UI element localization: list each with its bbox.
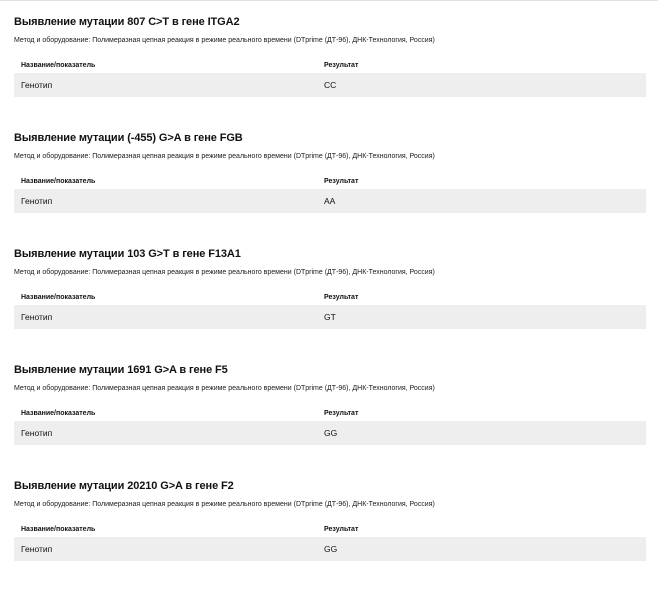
row-name: Генотип (21, 428, 53, 438)
section-title: Выявление мутации (-455) G>A в гене FGB (14, 132, 243, 144)
section-title: Выявление мутации 1691 G>A в гене F5 (14, 364, 228, 376)
row-name: Генотип (21, 544, 53, 554)
method-description: Метод и оборудование: Полимеразная цепная реакция в режиме реального времени (DTprime (ДТ-96), ДНК-Технология, Россия) (14, 385, 435, 392)
row-result: GT (324, 312, 336, 322)
header-result: Результат (324, 62, 359, 69)
method-description: Метод и оборудование: Полимеразная цепная реакция в режиме реального времени (DTprime (ДТ-96), ДНК-Технология, Россия) (14, 153, 435, 160)
header-name: Название/показатель (21, 526, 96, 533)
method-description: Метод и оборудование: Полимеразная цепная реакция в режиме реального времени (DTprime (ДТ-96), ДНК-Технология, Россия) (14, 37, 435, 44)
method-description: Метод и оборудование: Полимеразная цепная реакция в режиме реального времени (DTprime (ДТ-96), ДНК-Технология, Россия) (14, 269, 435, 276)
row-result: AA (324, 196, 336, 206)
result-table (14, 174, 646, 213)
result-section-fgb (14, 124, 646, 240)
table-row (14, 421, 646, 445)
results-list (14, 8, 646, 588)
table-row (14, 73, 646, 97)
method-description: Метод и оборудование: Полимеразная цепная реакция в режиме реального времени (DTprime (ДТ-96), ДНК-Технология, Россия) (14, 501, 435, 508)
section-title: Выявление мутации 20210 G>A в гене F2 (14, 480, 234, 492)
table-header (14, 290, 646, 305)
result-section-f5 (14, 356, 646, 472)
result-table (14, 406, 646, 445)
row-name: Генотип (21, 196, 53, 206)
result-section-itga2 (14, 8, 646, 124)
result-section-f2 (14, 472, 646, 588)
table-header (14, 174, 646, 189)
table-header (14, 522, 646, 537)
header-name: Название/показатель (21, 294, 96, 301)
result-table (14, 290, 646, 329)
row-name: Генотип (21, 80, 53, 90)
header-result: Результат (324, 178, 359, 185)
result-table (14, 58, 646, 97)
result-section-f13a1 (14, 240, 646, 356)
table-header (14, 58, 646, 73)
section-title: Выявление мутации 103 G>T в гене F13A1 (14, 248, 241, 260)
header-result: Результат (324, 410, 359, 417)
header-result: Результат (324, 294, 359, 301)
table-row (14, 305, 646, 329)
row-result: CC (324, 80, 337, 90)
row-result: GG (324, 428, 338, 438)
table-header (14, 406, 646, 421)
top-divider (0, 0, 658, 1)
header-result: Результат (324, 526, 359, 533)
section-title: Выявление мутации 807 С>Т в гене ITGA2 (14, 16, 240, 28)
table-row (14, 537, 646, 561)
table-row (14, 189, 646, 213)
header-name: Название/показатель (21, 178, 96, 185)
header-name: Название/показатель (21, 410, 96, 417)
header-name: Название/показатель (21, 62, 96, 69)
row-result: GG (324, 544, 338, 554)
result-table (14, 522, 646, 561)
row-name: Генотип (21, 312, 53, 322)
